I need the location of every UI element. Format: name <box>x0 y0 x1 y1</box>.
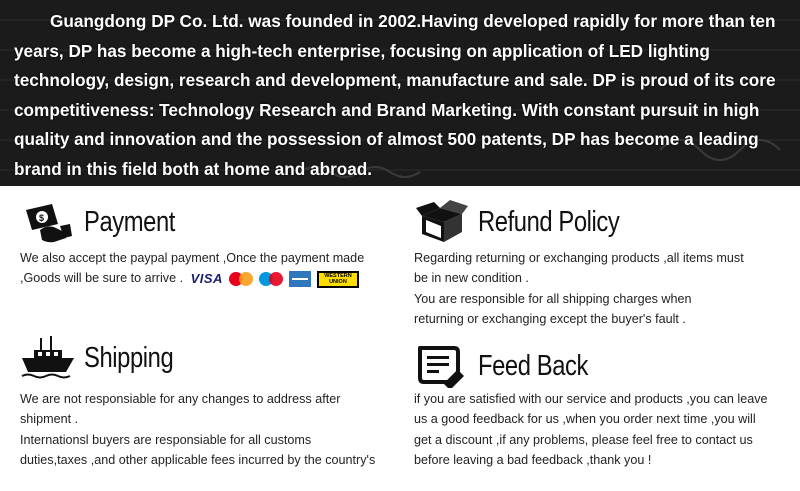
visa-logo: VISA <box>190 270 223 286</box>
company-banner <box>0 0 800 186</box>
shipping-line-4: duties,taxes ,and other applicable fees incurred by the country's <box>20 453 376 468</box>
money-hand-icon <box>20 200 76 244</box>
payment-text <box>20 248 400 289</box>
refund-line-1: Regarding returning or exchanging products ,all items must <box>414 251 744 265</box>
payment-title: Payment <box>84 205 175 238</box>
shipping-section <box>20 336 410 476</box>
mastercard-logo <box>229 271 253 287</box>
feedback-title: Feed Back <box>478 349 588 382</box>
refund-line-3: You are responsible for all shipping charges when <box>414 291 692 306</box>
feedback-line-4: before leaving a bad feedback ,thank you ! <box>414 453 652 468</box>
shipping-header <box>20 336 193 380</box>
payment-line-2-text: ,Goods will be sure to arrive . <box>20 271 184 286</box>
payment-line-1: We also accept the paypal payment ,Once the payment made <box>20 251 365 265</box>
shipping-line-1: We are not responsiable for any changes to address after <box>20 392 341 406</box>
payment-header <box>20 200 195 244</box>
shipping-line-2: shipment . <box>20 412 79 427</box>
refund-text <box>414 248 794 330</box>
payment-section <box>20 200 400 300</box>
company-introduction: Guangdong DP Co. Ltd. was founded in 2002.Having developed rapidly for more than ten years, DP has become a high-tech enterprise, focusing on application of LED lighting technology, design, research and development, manufacture and sale. DP is proud of its core competitiveness: Technology Research and Brand Marketing. With constant pursuit in high quality and innovation and the possession of almost 500 patents, DP has become a leading brand in this field both at home and abroad. <box>14 11 776 179</box>
refund-policy-section <box>414 200 794 340</box>
refund-header <box>414 200 650 244</box>
feedback-line-2: us a good feedback for us ,when you order next time ,you will <box>414 412 756 427</box>
western-union-label: WESTERN UNION <box>319 273 357 286</box>
refund-line-2: be in new condition . <box>414 271 529 286</box>
western-union-logo <box>317 271 359 288</box>
ship-icon <box>20 336 76 380</box>
feedback-section <box>414 344 794 484</box>
maestro-logo <box>259 271 283 287</box>
shipping-title: Shipping <box>84 341 174 374</box>
payment-card-logos <box>191 269 359 289</box>
open-box-icon <box>414 200 470 244</box>
refund-line-4: returning or exchanging except the buyer's fault . <box>414 312 686 327</box>
feedback-line-3: get a discount ,if any problems, please feel free to contact us <box>414 432 753 447</box>
feedback-note-icon <box>414 344 470 388</box>
feedback-header <box>414 344 612 388</box>
feedback-line-1: if you are satisfied with our service and products ,you can leave <box>414 392 768 406</box>
amex-logo <box>289 271 311 287</box>
shipping-text <box>20 389 410 471</box>
feedback-text <box>414 389 794 471</box>
shipping-line-3: Internationsl buyers are responsiable for all customs <box>20 432 312 447</box>
svg-text:$: $ <box>39 213 45 223</box>
payment-line-2 <box>20 268 400 289</box>
refund-title: Refund Policy <box>478 205 620 238</box>
